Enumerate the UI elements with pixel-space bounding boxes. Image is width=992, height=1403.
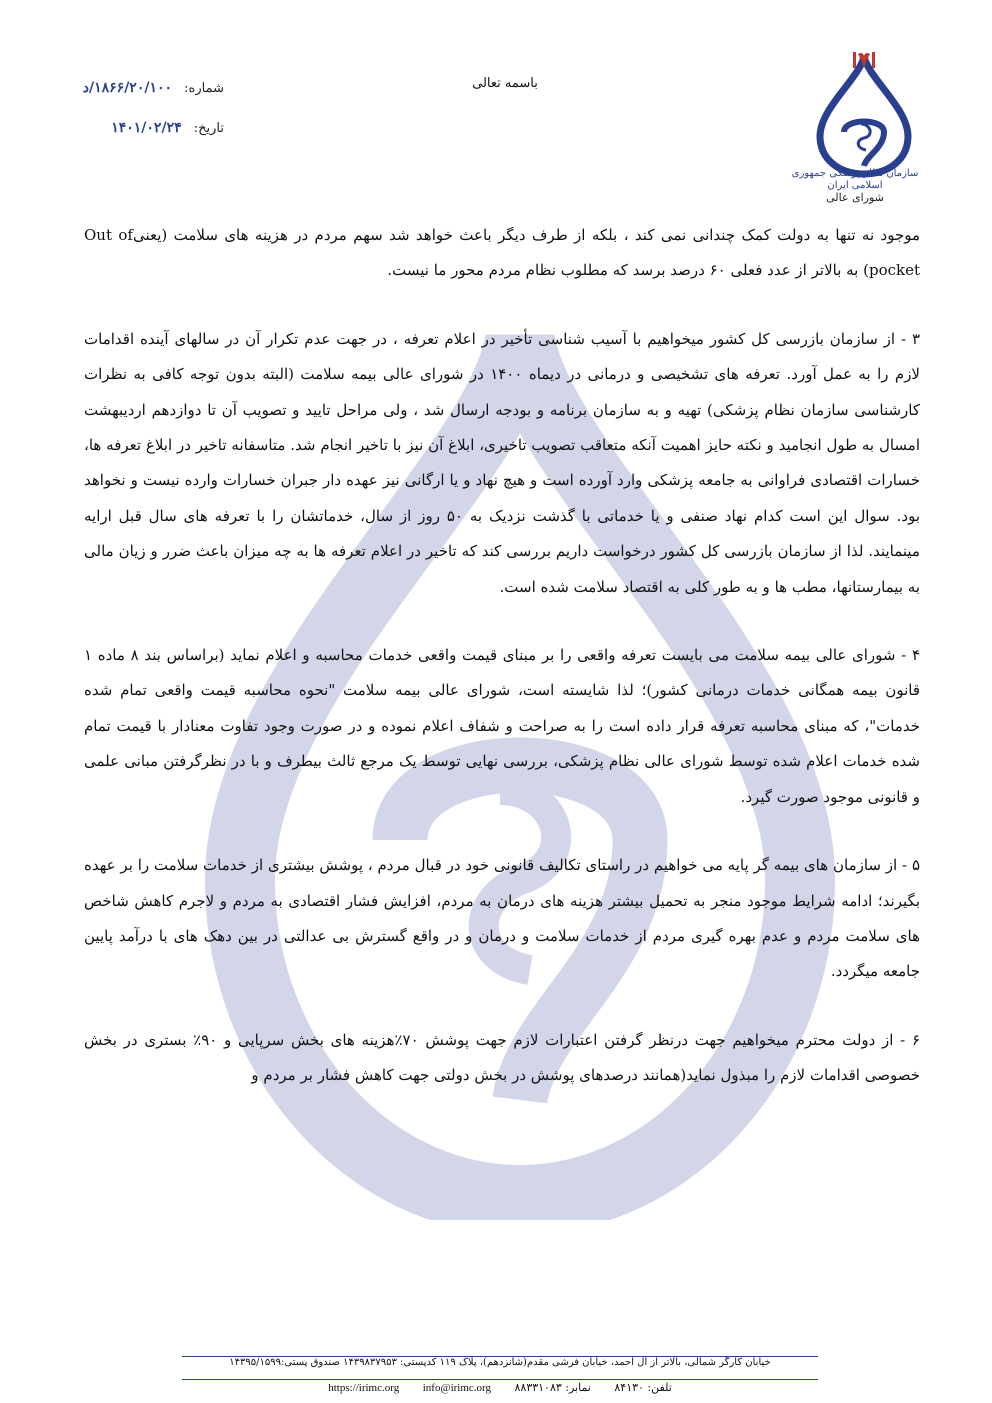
letter-date xyxy=(111,120,224,136)
letter-number xyxy=(83,80,224,96)
date-label: تاریخ: xyxy=(193,121,224,136)
footer-fax: نمابر: ۸۸۳۳۱۰۸۳ xyxy=(514,1381,591,1394)
paragraph-6: ۶ - از دولت محترم میخواهیم جهت درنظر گرفتن اعتبارات لازم جهت پوشش ۷۰٪هزینه های بخش سرپایی و ۹۰٪ بستری در بخش خصوصی اقدامات لازم را مبذول نماید(همانند درصدهای پوشش در بخش دولتی جهت کاهش فشار بر مردم و xyxy=(84,1030,921,1085)
footer-divider-top xyxy=(182,1356,818,1357)
footer-address: خیابان کارگر شمالی، بالاتر از آل احمد، خیابان فرشی مقدم(شانزدهم)، پلاک ۱۱۹ کدپستی: ۱۴۳۹۸۳۷۹۵۳ صندوق پستی:۱۴۳۹۵/۱۵۹۹ xyxy=(229,1357,771,1368)
footer-divider-bottom xyxy=(182,1379,818,1380)
footer-website-link[interactable]: https://irimc.org xyxy=(328,1382,400,1394)
paragraph-5: ۵ - از سازمان های بیمه گر پایه می خواهیم در راستای تکالیف قانونی خود در قبال مردم ، پوشش بیشتری از خدمات سلامت را بر عهده بگیرند؛ ادامه شرایط موجود منجر به تحمیل بیشتر هزینه های درمان به مردم، افزایش فشار اقتصادی به مردم و لاجرم کاهش شاخص های سلامت مردم و عدم بهره گیری مردم از خدمات سلامت و درمان و در واقع گسترش بی عدالتی در بین دهک های با درآمد پایین جامعه میگردد. xyxy=(84,856,920,981)
footer-contact xyxy=(182,1381,818,1394)
paragraph-3: ۳ - از سازمان بازرسی کل کشور میخواهیم با آسیب شناسی تأخیر در اعلام تعرفه ، در جهت عدم تکرار آن در سالهای آینده اقدامات لازم را به عمل آورد. تعرفه های تشخیصی و درمانی در دیماه ۱۴۰۰ در شورای عالی بیمه سلامت (البته بدون توجه کافی به نظرات کارشناسی سازمان نظام پزشکی) تهیه و به سازمان برنامه و بودجه ارسال شد ، ولی مراحل تایید و تصویب آن تا دوازدهم اردیبهشت امسال به طول انجامید و نکته حایز اهمیت آنکه متعاقب تصویب تاخیری، ابلاغ آن نیز با تاخیر انجام شد. متاسفانه تاخیر در ابلاغ تعرفه ها، خسارات اقتصادی فراوانی به جامعه پزشکی وارد آورده است و هیچ نهاد و یا ارگانی نیز عهده دار جبران خسارات وارده نیست و نخواهد بود. سوال این است کدام نهاد صنفی و یا خدماتی با گذشت نزدیک به ۵۰ روز از سال، خدماتشان را با تعرفه های سال قبل ارایه مینمایند. لذا از سازمان بازرسی کل کشور درخواست داریم بررسی کند که تاخیر در اعلام تعرفه ها به چه میزان باعث ضرر و زیان مالی به بیمارستانها، مطب ها و به طور کلی به اقتصاد سلامت شده است. xyxy=(84,329,920,596)
footer-email-link[interactable]: info@irimc.org xyxy=(422,1382,491,1394)
letter-body xyxy=(84,218,920,1094)
paragraph-4: ۴ - شورای عالی بیمه سلامت می بایست تعرفه واقعی را بر مبنای قیمت واقعی خدمات محاسبه و اعلام نماید (براساس بند ۸ ماده ۱ قانون بیمه همگانی خدمات درمانی کشور)؛ لذا شایسته است، شورای عالی بیمه سلامت "نحوه محاسبه قیمت واقعی تمام شده خدمات"، که مبنای محاسبه تعرفه قرار داده است را به صراحت و شفاف اعلام نموده و در صورت وجود تفاوت معنادار با قیمت تمام شده خدمات اعلام شده توسط شورای عالی نظام پزشکی، بررسی نهایی توسط یک مرجع ثالث بیطرف و با در نظرگرفتن مبانی علمی و قانونی موجود صورت گیرد. xyxy=(84,646,921,806)
org-unit: شورای عالی xyxy=(826,191,884,204)
org-logo-icon xyxy=(808,48,920,188)
org-caption xyxy=(790,168,920,204)
number-label: شماره: xyxy=(184,81,224,96)
paragraph-continuation: موجود نه تنها به دولت کمک چندانی نمی کند ، بلکه از طرف دیگر باعث خواهد شد سهم مردم در هزینه های سلامت (یعنیOut of pocket) به بالاتر از عدد فعلی ۶۰ درصد برسد که مطلوب نظام مردم محور ما نیست. xyxy=(84,226,921,280)
number-value: ۱۸۶۶/۲۰/۱۰۰/د xyxy=(82,80,173,96)
footer-phone: تلفن: ۸۴۱۳۰ xyxy=(614,1381,672,1394)
bismillah: باسمه تعالی xyxy=(472,76,538,91)
date-value: ۱۴۰۱/۰۲/۲۴ xyxy=(111,120,182,136)
org-name: سازمان نظام پزشکی جمهوری اسلامی ایران xyxy=(791,168,919,191)
